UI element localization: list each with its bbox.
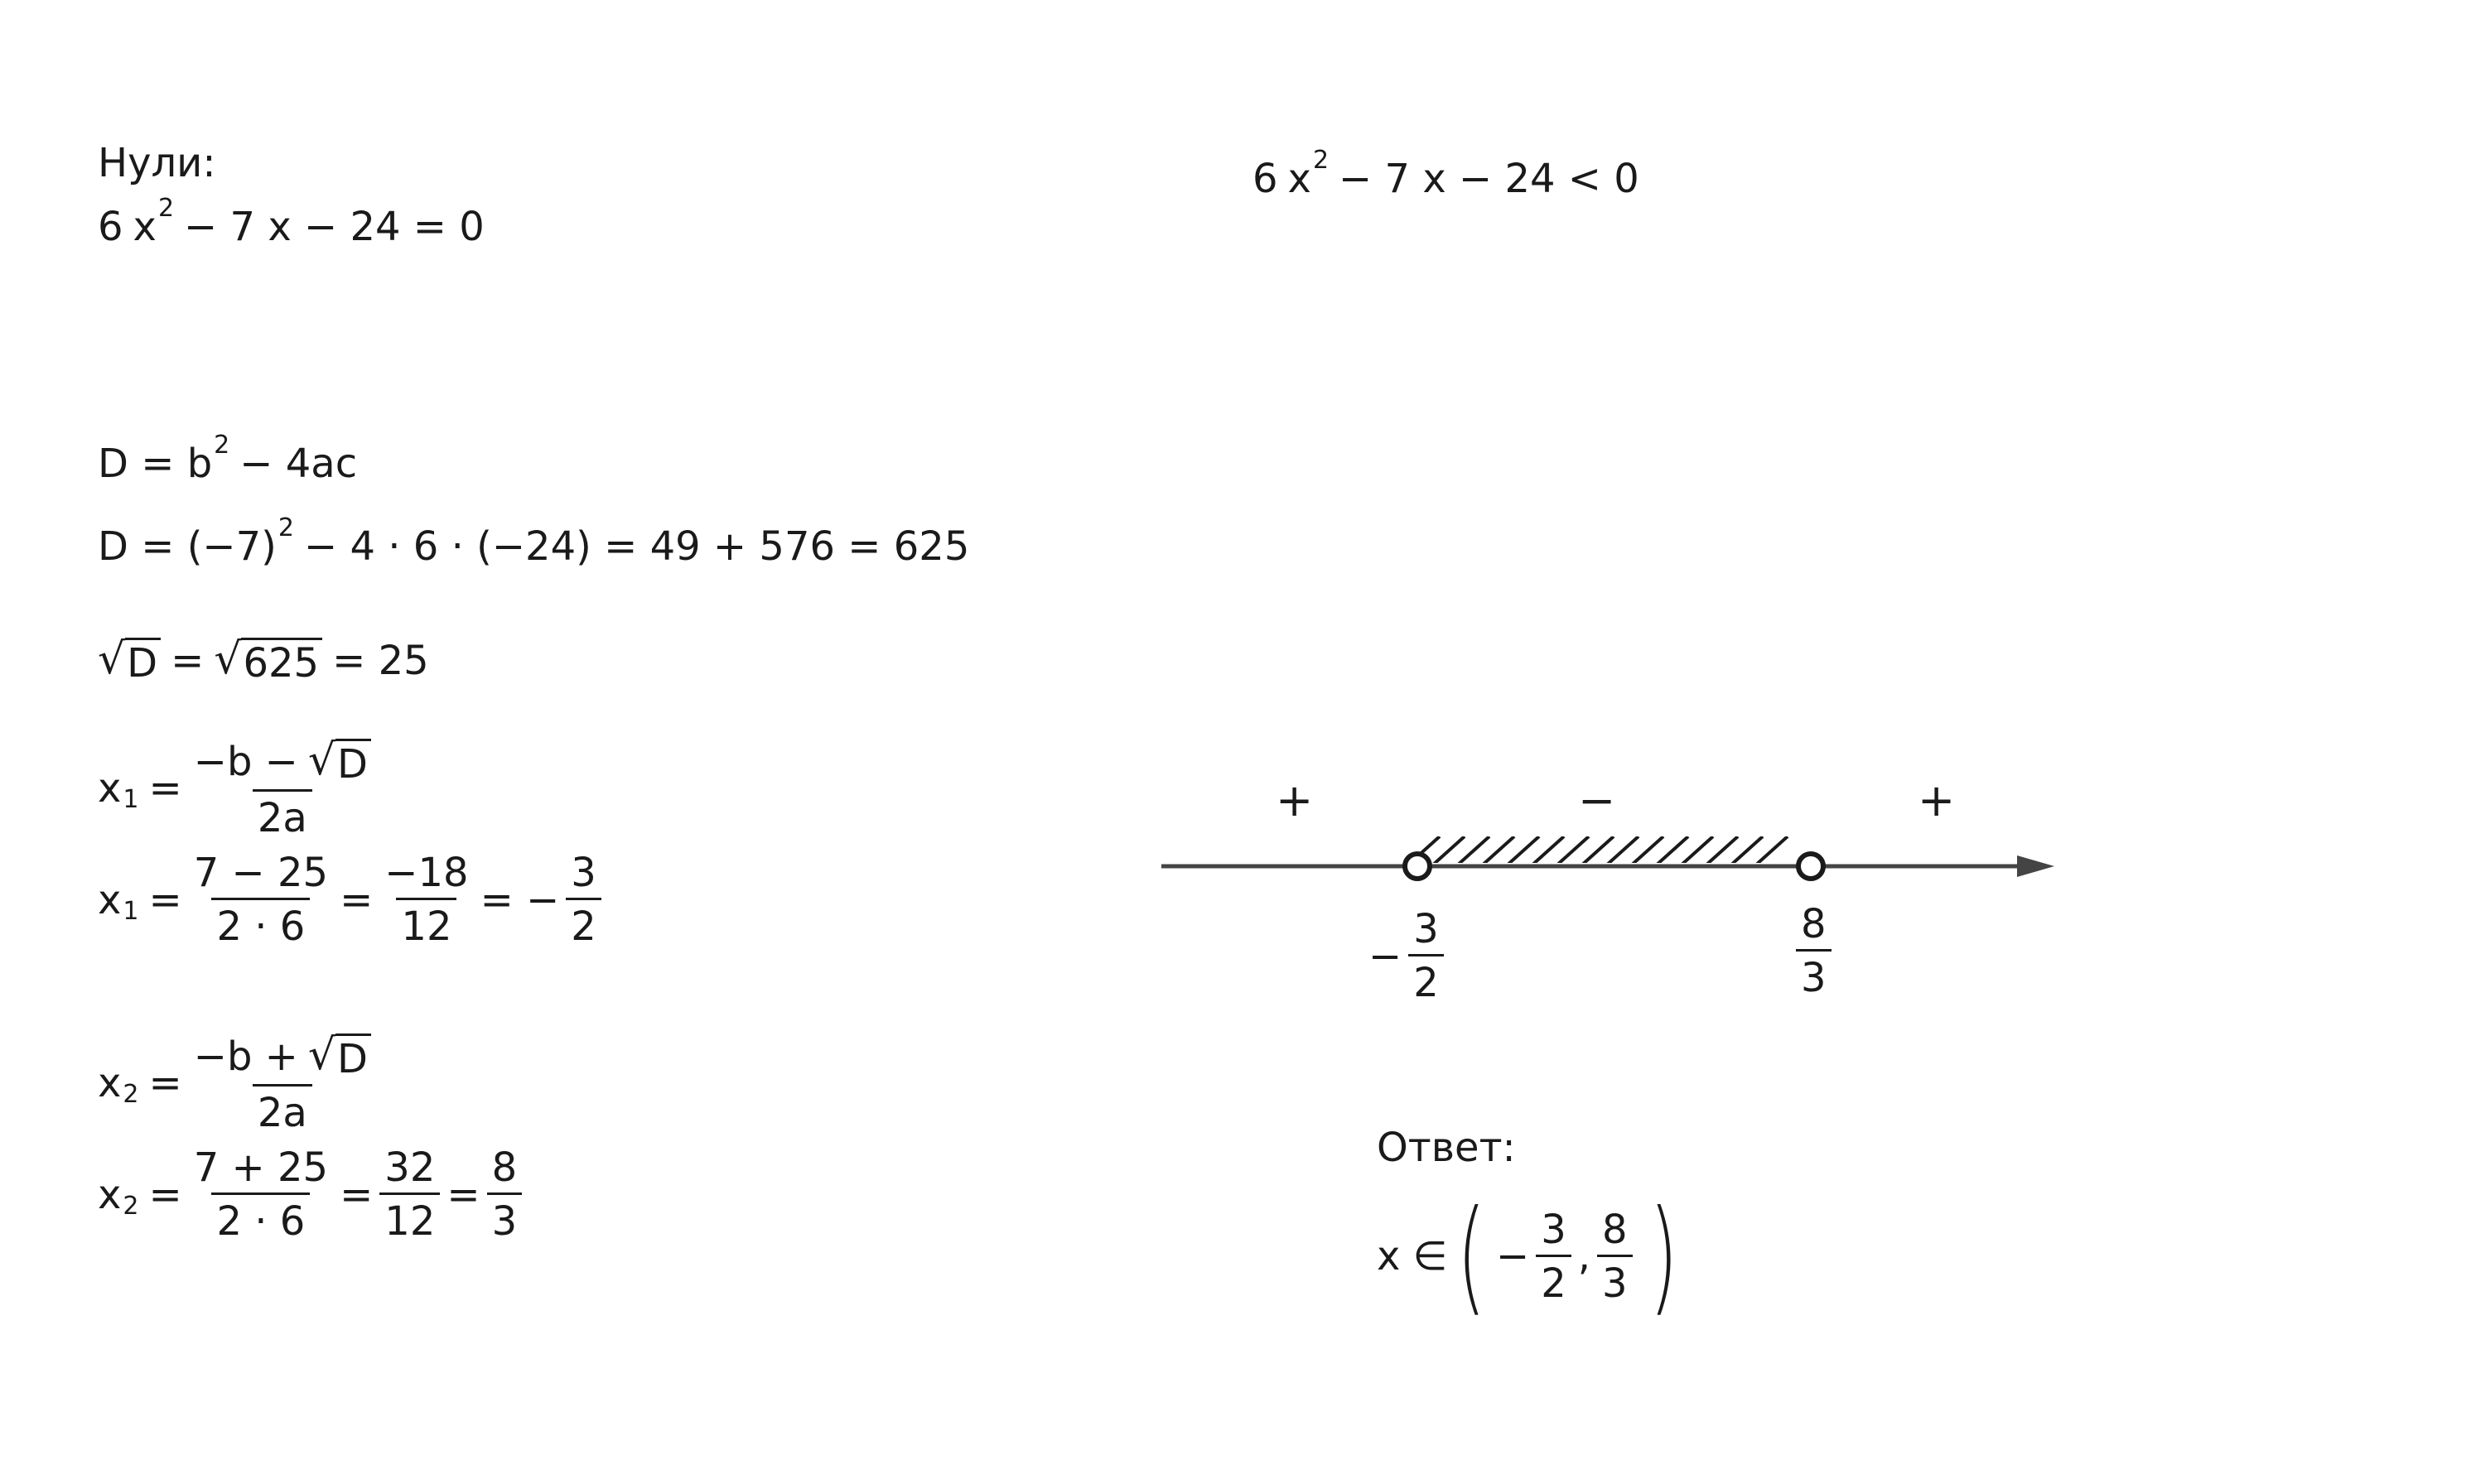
- answer-left-fraction: [1536, 1206, 1571, 1307]
- x1-formula-fraction: −b − √ D 2a: [189, 739, 376, 838]
- x2-var: x: [98, 1060, 122, 1106]
- disc-calc-lhs: D = (−7): [98, 523, 277, 570]
- sqrt-eq: =: [171, 637, 205, 684]
- disc-formula-rest: − 4ac: [239, 441, 358, 487]
- x1-calc-fraction: [189, 850, 333, 950]
- ineq-exponent: 2: [1312, 146, 1330, 175]
- ineq-var-x: x: [1287, 156, 1311, 202]
- x1-formula-num: −b −: [193, 738, 298, 785]
- axis-arrow-icon: [2017, 855, 2054, 877]
- discriminant-formula: [98, 431, 358, 487]
- ineq-coef-a: 6: [1252, 156, 1278, 202]
- sign-middle: −: [1578, 774, 1616, 826]
- sqrt-625: √ 625: [214, 638, 322, 683]
- x1-calc-den2: 12: [396, 898, 456, 947]
- disc-formula-lhs: D = b: [98, 441, 213, 487]
- interval-hatching: [1407, 836, 1788, 866]
- disc-formula-exp: 2: [214, 431, 230, 460]
- left-point-num: 3: [1413, 906, 1439, 952]
- equation-rest: − 7 x − 24 = 0: [184, 204, 485, 250]
- sqrt-d: √ D: [98, 638, 161, 683]
- x2-eq: =: [148, 1060, 182, 1106]
- x1-formula-den: 2a: [253, 789, 312, 838]
- x1-result-fraction: [566, 850, 601, 950]
- x2-calc-fraction: [189, 1144, 333, 1245]
- x2-formula: [98, 1030, 383, 1136]
- right-open-point-icon: [1798, 854, 1823, 879]
- coef-a: 6: [98, 204, 123, 250]
- answer-prefix: x ∈: [1377, 1233, 1448, 1279]
- x2-calculation: [98, 1144, 528, 1245]
- x2-calc-num2: 32: [384, 1144, 436, 1191]
- x2-calc-num: 7 + 25: [193, 1144, 329, 1191]
- x1-eq: =: [148, 765, 182, 812]
- answer-right-fraction: [1597, 1206, 1633, 1307]
- x2-calc-den: 2 · 6: [211, 1192, 310, 1241]
- inequality: [1252, 146, 1639, 202]
- sqrt-625-arg: 625: [241, 638, 322, 683]
- x2-calc-eq3: =: [446, 1171, 480, 1218]
- discriminant-calculation: [98, 513, 970, 570]
- sqrt-discriminant: [98, 634, 429, 687]
- disc-calc-exp: 2: [278, 513, 294, 542]
- x2-result-num: 8: [491, 1144, 518, 1191]
- answer-expression: [1377, 1184, 1687, 1328]
- x2-formula-fraction: −b + √ D 2a: [189, 1034, 376, 1133]
- answer-left-num: 3: [1541, 1206, 1566, 1253]
- disc-calc-rest: − 4 · 6 · (−24) = 49 + 576 = 625: [304, 523, 970, 570]
- x1-calc-var: x: [98, 876, 122, 923]
- right-paren-icon: ): [1648, 1184, 1678, 1328]
- x1-calc-fraction2: [379, 850, 473, 950]
- answer-right-num: 8: [1602, 1206, 1628, 1253]
- x1-calc-eq: =: [148, 876, 182, 923]
- x1-var: x: [98, 765, 122, 812]
- x2-result-fraction: [487, 1144, 523, 1245]
- x2-formula-den: 2a: [253, 1084, 312, 1133]
- answer-minus: −: [1496, 1233, 1530, 1279]
- sqrt-result: = 25: [332, 637, 429, 684]
- answer-comma: ,: [1577, 1233, 1591, 1279]
- x2-calc-eq2: =: [340, 1171, 374, 1218]
- left-point-label: [1368, 906, 1450, 1006]
- x1-result-den: 2: [566, 898, 601, 947]
- x1-formula-sqrt: D: [335, 739, 371, 784]
- left-point-den: 2: [1408, 954, 1444, 1003]
- quadratic-equation: [98, 194, 485, 250]
- x1-calculation: [98, 850, 608, 950]
- x2-calc-fraction2: [379, 1144, 440, 1245]
- x2-calc-var: x: [98, 1171, 122, 1218]
- answer-left-den: 2: [1536, 1255, 1571, 1303]
- x1-eq-minus: = −: [480, 876, 560, 923]
- left-point-fraction: [1408, 906, 1444, 1006]
- x1-result-num: 3: [571, 850, 596, 896]
- x1-formula: [98, 735, 383, 841]
- answer-right-den: 3: [1597, 1255, 1633, 1303]
- x2-result-den: 3: [487, 1192, 523, 1241]
- left-point-minus: −: [1368, 932, 1402, 980]
- ineq-rest: − 7 x − 24 < 0: [1339, 156, 1639, 202]
- zeros-label: Нули:: [98, 140, 216, 186]
- x2-formula-num: −b +: [193, 1033, 298, 1080]
- x2-calc-den2: 12: [379, 1192, 440, 1241]
- x2-calc-eq: =: [148, 1171, 182, 1218]
- sign-right: +: [1918, 774, 1956, 826]
- sign-left: +: [1276, 774, 1314, 826]
- left-open-point-icon: [1405, 854, 1430, 879]
- x1-calc-idx: 1: [123, 896, 139, 926]
- x1-calc-num: 7 − 25: [193, 850, 329, 896]
- right-point-fraction: [1796, 901, 1832, 1001]
- exponent: 2: [157, 194, 175, 223]
- x2-formula-sqrt: D: [335, 1034, 371, 1079]
- left-paren-icon: (: [1457, 1184, 1487, 1328]
- sqrt-d-arg: D: [125, 638, 161, 683]
- answer-label: Ответ:: [1377, 1125, 1516, 1171]
- x1-calc-num2: −18: [384, 850, 469, 896]
- var-x: x: [133, 204, 157, 250]
- x1-calc-eq2: =: [340, 876, 374, 923]
- x2-idx: 2: [123, 1080, 139, 1109]
- x2-calc-idx: 2: [123, 1191, 139, 1221]
- right-point-den: 3: [1796, 949, 1832, 998]
- right-point-num: 8: [1801, 901, 1827, 947]
- x1-idx: 1: [123, 785, 139, 814]
- right-point-label: [1789, 901, 1838, 1001]
- x1-calc-den: 2 · 6: [211, 898, 310, 947]
